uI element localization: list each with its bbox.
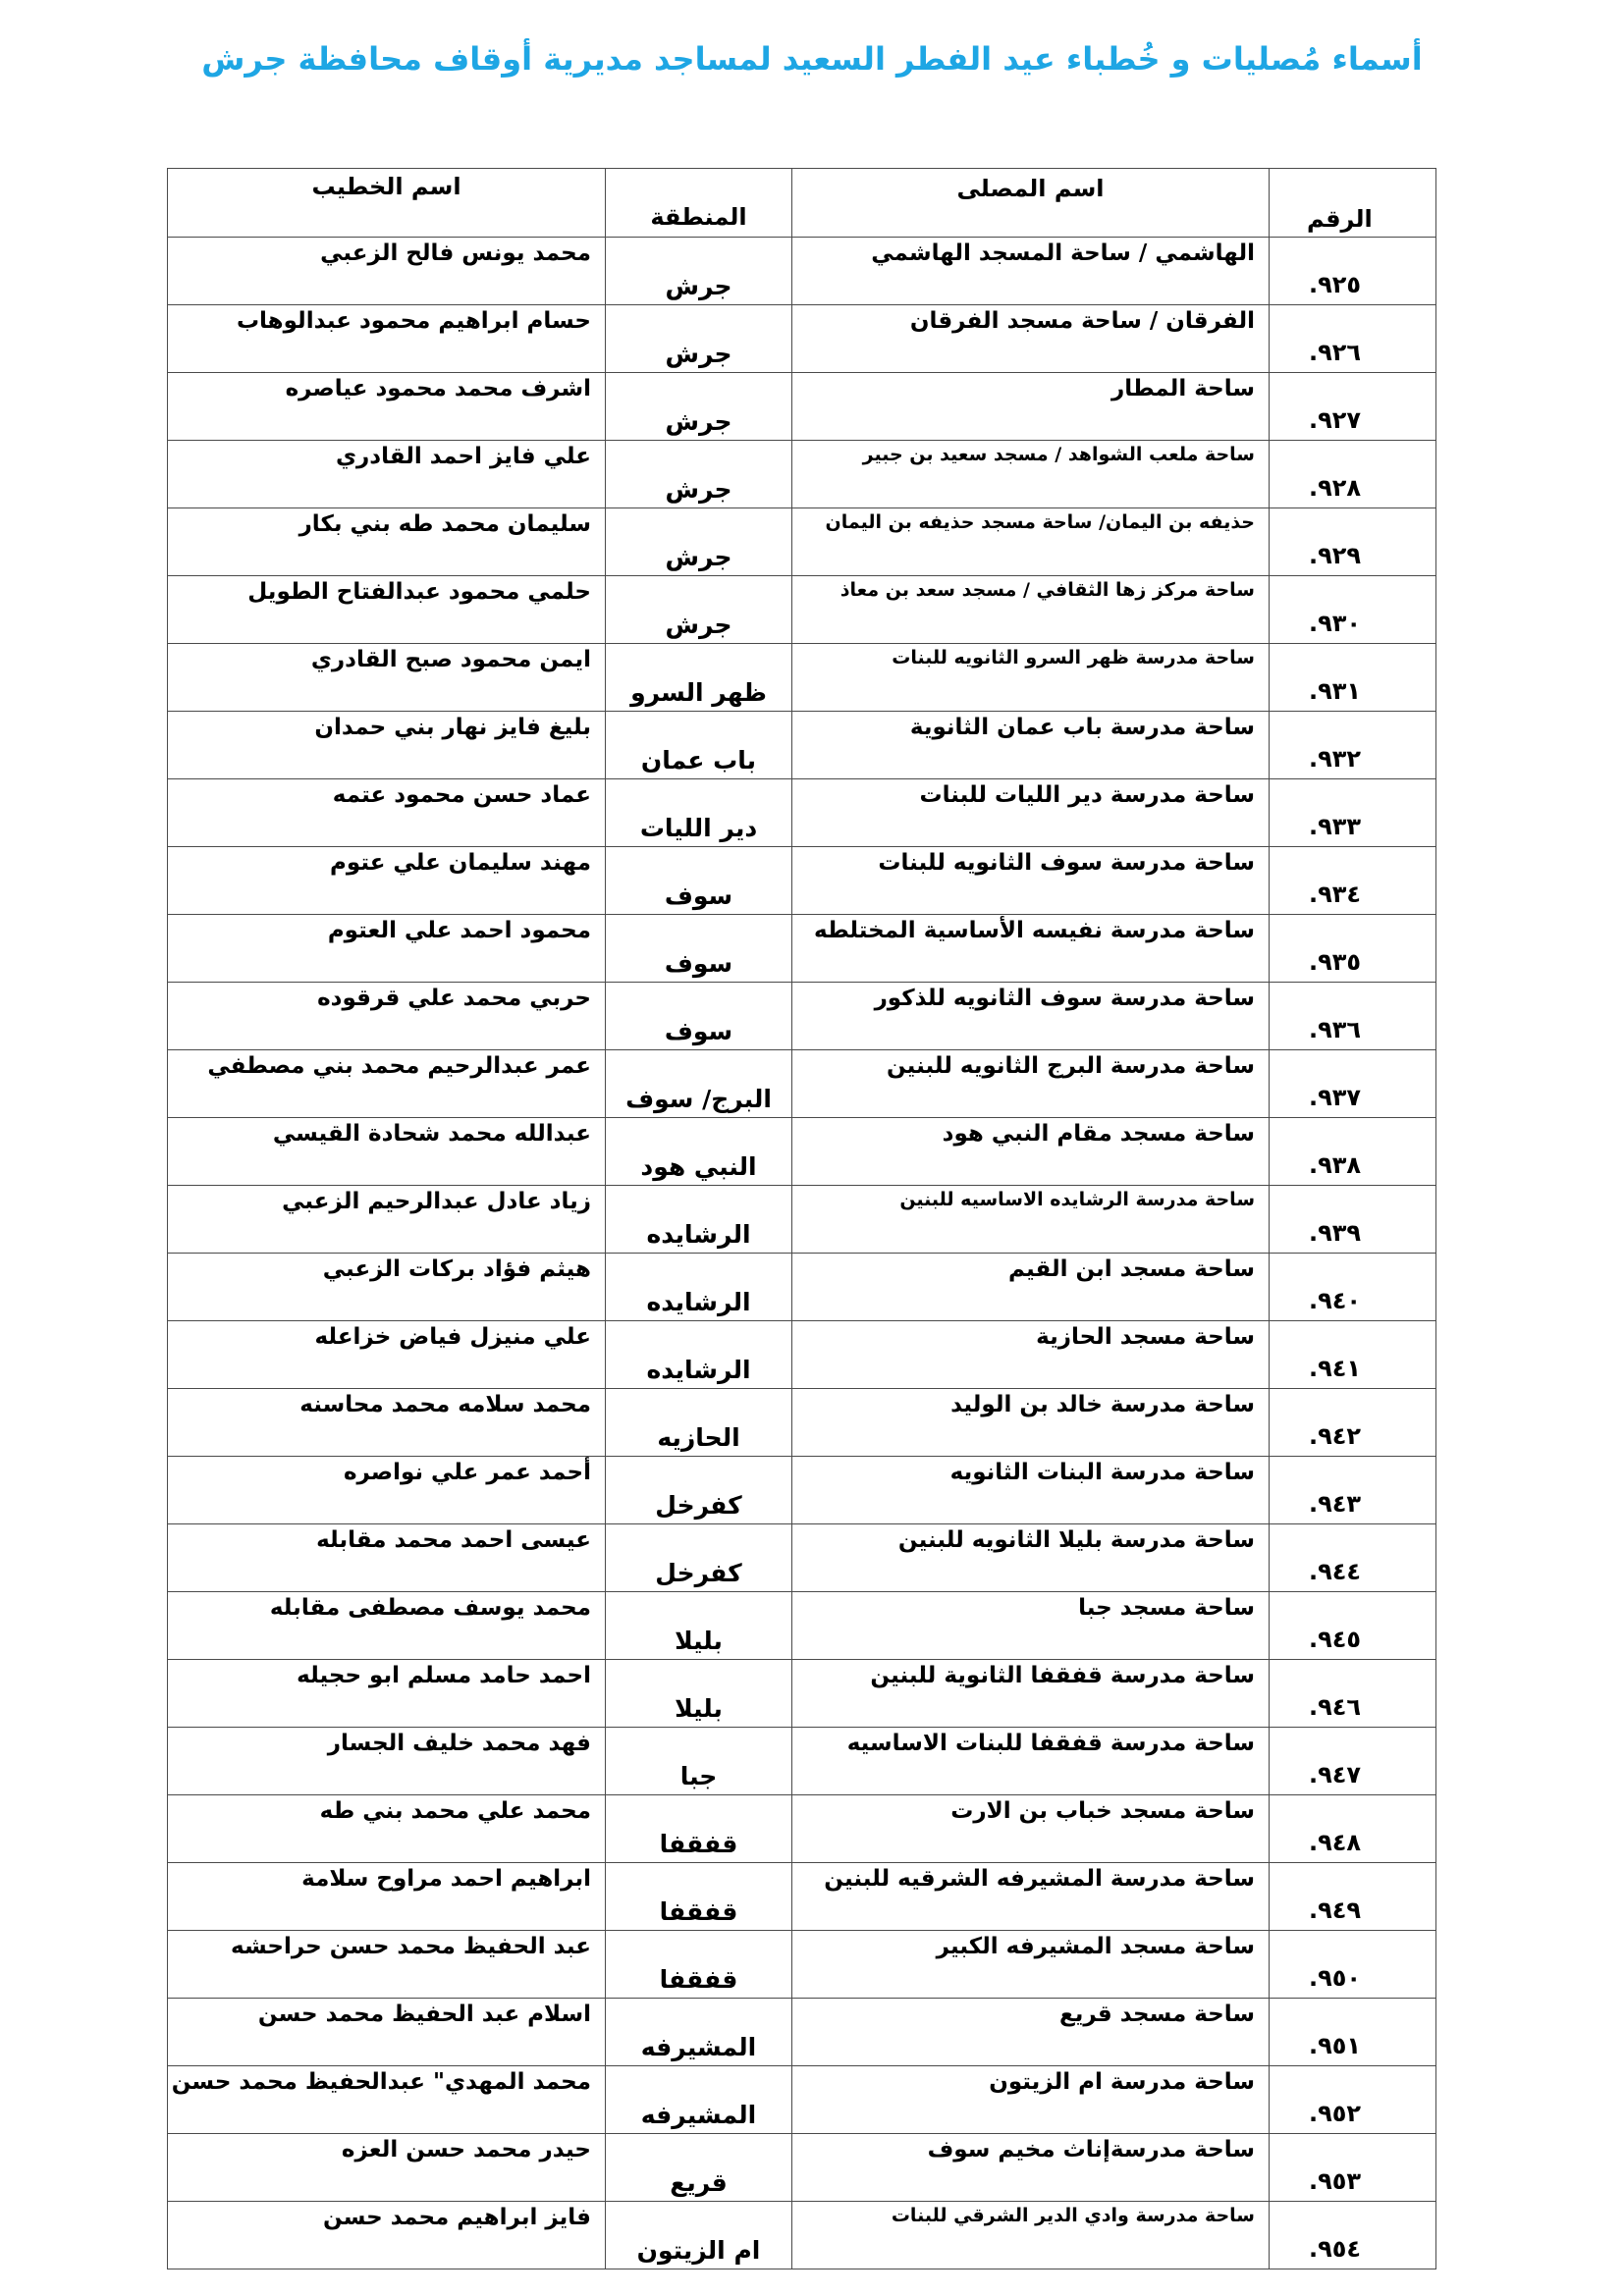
row-khatib: مهند سليمان علي عتوم <box>168 847 606 915</box>
row-khatib: محمود احمد علي العتوم <box>168 915 606 983</box>
row-khatib: علي فايز احمد القادري <box>168 441 606 508</box>
row-region: قفقفا <box>606 1931 792 1999</box>
row-khatib: أحمد عمر علي نواصره <box>168 1457 606 1524</box>
row-region: ظهر السرو <box>606 644 792 712</box>
row-khatib: محمد سلامه محمد محاسنه <box>168 1389 606 1457</box>
table-row <box>168 2134 1436 2202</box>
row-khatib: بليغ فايز نهار بني حمدان <box>168 712 606 779</box>
table-row <box>168 576 1436 644</box>
row-region: سوف <box>606 915 792 983</box>
table-row <box>168 1931 1436 1999</box>
row-musalla: ساحة مدرسة المشيرفه الشرقيه للبنين <box>792 1863 1270 1931</box>
row-region: قريع <box>606 2134 792 2202</box>
header-region: المنطقة <box>606 169 792 238</box>
row-region: ام الزيتون <box>606 2202 792 2269</box>
row-number: ٩٤٨. <box>1270 1795 1436 1863</box>
table-row <box>168 712 1436 779</box>
row-khatib: محمد يونس فالح الزعبي <box>168 238 606 305</box>
table-row <box>168 779 1436 847</box>
row-musalla: ساحة مدرسة سوف الثانويه للبنات <box>792 847 1270 915</box>
table-row <box>168 847 1436 915</box>
row-khatib: حربي محمد علي قرقوده <box>168 983 606 1050</box>
row-musalla: ساحة مدرسةإناث مخيم سوف <box>792 2134 1270 2202</box>
row-khatib: احمد حامد مسلم ابو حجيله <box>168 1660 606 1728</box>
row-number: ٩٢٧. <box>1270 373 1436 441</box>
table-row <box>168 1118 1436 1186</box>
table-row <box>168 1457 1436 1524</box>
table-row <box>168 373 1436 441</box>
row-khatib: حسام ابراهيم محمود عبدالوهاب <box>168 305 606 373</box>
row-number: ٩٣٢. <box>1270 712 1436 779</box>
row-musalla: ساحة مركز زها الثقافي / مسجد سعد بن معاذ <box>792 576 1270 644</box>
table-row <box>168 1592 1436 1660</box>
row-khatib: اسلام عبد الحفيظ محمد حسن <box>168 1999 606 2066</box>
row-musalla: ساحة مسجد ابن القيم <box>792 1254 1270 1321</box>
row-number: ٩٥٤. <box>1270 2202 1436 2269</box>
row-khatib: هيثم فؤاد بركات الزعبي <box>168 1254 606 1321</box>
table-row <box>168 2066 1436 2134</box>
row-region: جرش <box>606 576 792 644</box>
row-number: ٩٣٤. <box>1270 847 1436 915</box>
row-region: كفرخل <box>606 1524 792 1592</box>
row-number: ٩٣٦. <box>1270 983 1436 1050</box>
row-musalla: ساحة مدرسة سوف الثانويه للذكور <box>792 983 1270 1050</box>
row-musalla: ساحة مسجد خباب بن الارت <box>792 1795 1270 1863</box>
row-number: ٩٣٣. <box>1270 779 1436 847</box>
row-khatib: عماد حسن محمود عتمه <box>168 779 606 847</box>
page-title: أسماء مُصليات و خُطباء عيد الفطر السعيد لمساجد مديرية أوقاف محافظة جرش <box>201 40 1423 78</box>
row-region: المشيرفه <box>606 1999 792 2066</box>
table-row <box>168 1186 1436 1254</box>
row-musalla: ساحة مسجد الحازية <box>792 1321 1270 1389</box>
table-row <box>168 644 1436 712</box>
row-region: الرشايده <box>606 1186 792 1254</box>
row-khatib: محمد يوسف مصطفى مقابله <box>168 1592 606 1660</box>
row-region: جبا <box>606 1728 792 1795</box>
table-row <box>168 1524 1436 1592</box>
row-khatib: ايمن محمود صبح القادري <box>168 644 606 712</box>
row-number: ٩٤٢. <box>1270 1389 1436 1457</box>
table-row <box>168 305 1436 373</box>
row-region: سوف <box>606 983 792 1050</box>
row-number: ٩٥٣. <box>1270 2134 1436 2202</box>
row-number: ٩٢٥. <box>1270 238 1436 305</box>
row-region: بليلا <box>606 1660 792 1728</box>
row-region: جرش <box>606 373 792 441</box>
row-khatib: سليمان محمد طه بني بكار <box>168 508 606 576</box>
table-row <box>168 1254 1436 1321</box>
table-row <box>168 238 1436 305</box>
table-row <box>168 441 1436 508</box>
table-row <box>168 508 1436 576</box>
row-musalla: ساحة مسجد المشيرفه الكبير <box>792 1931 1270 1999</box>
table-row <box>168 1321 1436 1389</box>
table-row <box>168 1999 1436 2066</box>
row-khatib: علي منيزل فياض خزاعله <box>168 1321 606 1389</box>
table-row <box>168 915 1436 983</box>
row-number: ٩٢٨. <box>1270 441 1436 508</box>
row-number: ٩٤٦. <box>1270 1660 1436 1728</box>
row-khatib: حيدر محمد حسن العزه <box>168 2134 606 2202</box>
table-row <box>168 1389 1436 1457</box>
row-region: قفقفا <box>606 1863 792 1931</box>
table-header-row <box>168 169 1436 238</box>
row-musalla: ساحة مدرسة وادي الدير الشرقي للبنات <box>792 2202 1270 2269</box>
row-number: ٩٤٤. <box>1270 1524 1436 1592</box>
row-number: ٩٣٥. <box>1270 915 1436 983</box>
row-region: بليلا <box>606 1592 792 1660</box>
row-number: ٩٣١. <box>1270 644 1436 712</box>
row-khatib: محمد علي محمد بني طه <box>168 1795 606 1863</box>
row-region: باب عمان <box>606 712 792 779</box>
mosques-table <box>167 168 1436 2269</box>
row-musalla: ساحة مسجد قريع <box>792 1999 1270 2066</box>
row-region: دير الليات <box>606 779 792 847</box>
row-number: ٩٤٣. <box>1270 1457 1436 1524</box>
row-region: جرش <box>606 238 792 305</box>
table-row <box>168 983 1436 1050</box>
row-musalla: ساحة مدرسة قفقفا للبنات الاساسيه <box>792 1728 1270 1795</box>
row-khatib: اشرف محمد محمود عياصره <box>168 373 606 441</box>
row-number: ٩٥١. <box>1270 1999 1436 2066</box>
header-musalla: اسم المصلى <box>792 169 1270 238</box>
row-region: جرش <box>606 305 792 373</box>
row-region: الرشايده <box>606 1254 792 1321</box>
row-region: الحازيه <box>606 1389 792 1457</box>
row-musalla: الفرقان / ساحة مسجد الفرقان <box>792 305 1270 373</box>
row-musalla: ساحة مدرسة البرج الثانويه للبنين <box>792 1050 1270 1118</box>
row-musalla: ساحة المطار <box>792 373 1270 441</box>
row-number: ٩٤٩. <box>1270 1863 1436 1931</box>
row-number: ٩٥٢. <box>1270 2066 1436 2134</box>
row-musalla: ساحة ملعب الشواهد / مسجد سعيد بن جبير <box>792 441 1270 508</box>
row-musalla: حذيفه بن اليمان/ ساحة مسجد حذيفه بن اليمان <box>792 508 1270 576</box>
row-musalla: ساحة مدرسة البنات الثانويه <box>792 1457 1270 1524</box>
row-number: ٩٤١. <box>1270 1321 1436 1389</box>
row-number: ٩٣٠. <box>1270 576 1436 644</box>
row-musalla: ساحة مدرسة ام الزيتون <box>792 2066 1270 2134</box>
table-row <box>168 1863 1436 1931</box>
row-khatib: عيسى احمد محمد مقابله <box>168 1524 606 1592</box>
row-number: ٩٤٧. <box>1270 1728 1436 1795</box>
row-region: سوف <box>606 847 792 915</box>
row-number: ٩٢٩. <box>1270 508 1436 576</box>
row-region: الرشايده <box>606 1321 792 1389</box>
row-musalla: الهاشمي / ساحة المسجد الهاشمي <box>792 238 1270 305</box>
row-musalla: ساحة مدرسة الرشايده الاساسيه للبنين <box>792 1186 1270 1254</box>
row-khatib: فايز ابراهيم محمد حسن <box>168 2202 606 2269</box>
table-row <box>168 1050 1436 1118</box>
table-row <box>168 1660 1436 1728</box>
row-khatib: محمد المهدي" عبدالحفيظ محمد حسن <box>168 2066 606 2134</box>
row-musalla: ساحة مدرسة دير الليات للبنات <box>792 779 1270 847</box>
row-region: جرش <box>606 441 792 508</box>
row-khatib: عمر عبدالرحيم محمد بني مصطفي <box>168 1050 606 1118</box>
row-number: ٩٣٩. <box>1270 1186 1436 1254</box>
row-khatib: زياد عادل عبدالرحيم الزعبي <box>168 1186 606 1254</box>
row-number: ٩٥٠. <box>1270 1931 1436 1999</box>
row-musalla: ساحة مدرسة خالد بن الوليد <box>792 1389 1270 1457</box>
row-khatib: ابراهيم احمد مراوح سلامة <box>168 1863 606 1931</box>
row-khatib: عبد الحفيظ محمد حسن حراحشه <box>168 1931 606 1999</box>
row-number: ٩٤٥. <box>1270 1592 1436 1660</box>
row-musalla: ساحة مدرسة باب عمان الثانوية <box>792 712 1270 779</box>
header-khatib: اسم الخطيب <box>168 169 606 238</box>
row-number: ٩٣٨. <box>1270 1118 1436 1186</box>
row-region: النبي هود <box>606 1118 792 1186</box>
row-region: البرج/ سوف <box>606 1050 792 1118</box>
row-number: ٩٤٠. <box>1270 1254 1436 1321</box>
table-row <box>168 1728 1436 1795</box>
table-row <box>168 2202 1436 2269</box>
row-region: قفقفا <box>606 1795 792 1863</box>
row-musalla: ساحة مدرسة نفيسه الأساسية المختلطه <box>792 915 1270 983</box>
row-musalla: ساحة مسجد مقام النبي هود <box>792 1118 1270 1186</box>
row-musalla: ساحة مسجد جبا <box>792 1592 1270 1660</box>
row-region: كفرخل <box>606 1457 792 1524</box>
row-musalla: ساحة مدرسة قفقفا الثانوية للبنين <box>792 1660 1270 1728</box>
row-khatib: فهد محمد خليف الجسار <box>168 1728 606 1795</box>
row-region: جرش <box>606 508 792 576</box>
row-number: ٩٣٧. <box>1270 1050 1436 1118</box>
table-row <box>168 1795 1436 1863</box>
row-region: المشيرفه <box>606 2066 792 2134</box>
row-musalla: ساحة مدرسة بليلا الثانويه للبنين <box>792 1524 1270 1592</box>
row-musalla: ساحة مدرسة ظهر السرو الثانويه للبنات <box>792 644 1270 712</box>
row-khatib: عبدالله محمد شحادة القيسي <box>168 1118 606 1186</box>
row-number: ٩٢٦. <box>1270 305 1436 373</box>
row-khatib: حلمي محمود عبدالفتاح الطويل <box>168 576 606 644</box>
header-number: الرقم <box>1270 169 1436 238</box>
